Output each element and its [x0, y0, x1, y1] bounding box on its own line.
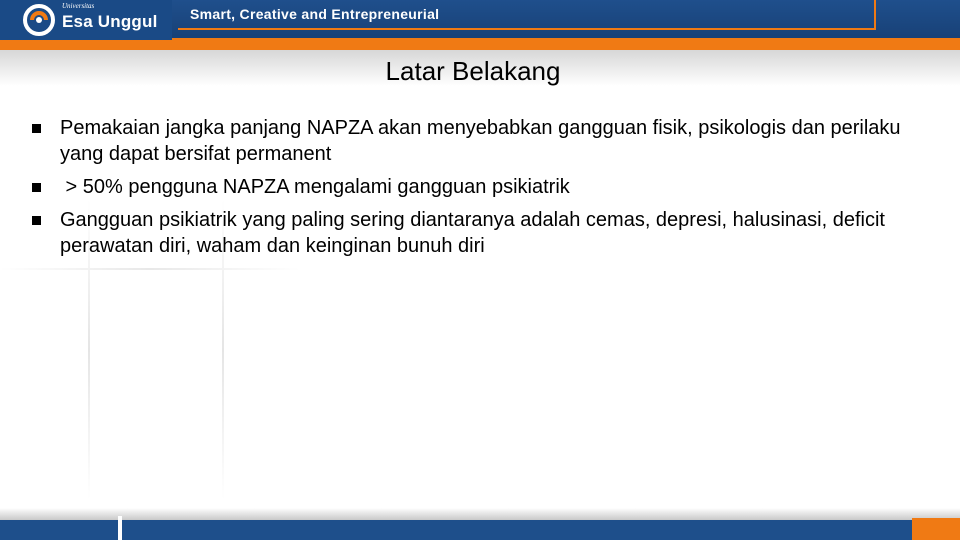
bullet-square-icon	[32, 124, 41, 133]
bullet-text: Gangguan psikiatrik yang paling sering diantaranya adalah cemas, depresi, halusinasi, deficit perawatan diri, waham dan keinginan bunuh diri	[60, 209, 885, 257]
footer-divider	[118, 516, 122, 540]
logo-subtitle: Universitas	[62, 2, 95, 10]
logo-name: Esa Unggul	[62, 12, 158, 31]
bullet-item	[32, 115, 912, 167]
slide-title: Latar Belakang	[385, 56, 561, 86]
footer-orange-block	[912, 518, 960, 540]
header-tagline: Smart, Creative and Entrepreneurial	[190, 6, 440, 22]
footer-bar	[0, 520, 960, 540]
bullet-item	[32, 207, 912, 259]
bullet-item	[32, 174, 912, 200]
university-logo-icon	[22, 3, 56, 37]
bullet-square-icon	[32, 183, 41, 192]
bullet-text: > 50% pengguna NAPZA mengalami gangguan psikiatrik	[60, 176, 570, 198]
background-line	[0, 268, 300, 270]
footer-shadow	[0, 508, 960, 520]
bullet-text: Pemakaian jangka panjang NAPZA akan menyebabkan gangguan fisik, psikologis dan perilaku yang dapat bersifat permanent	[60, 117, 901, 165]
logo	[0, 0, 172, 40]
bullet-square-icon	[32, 216, 41, 225]
bullet-list	[32, 115, 912, 266]
